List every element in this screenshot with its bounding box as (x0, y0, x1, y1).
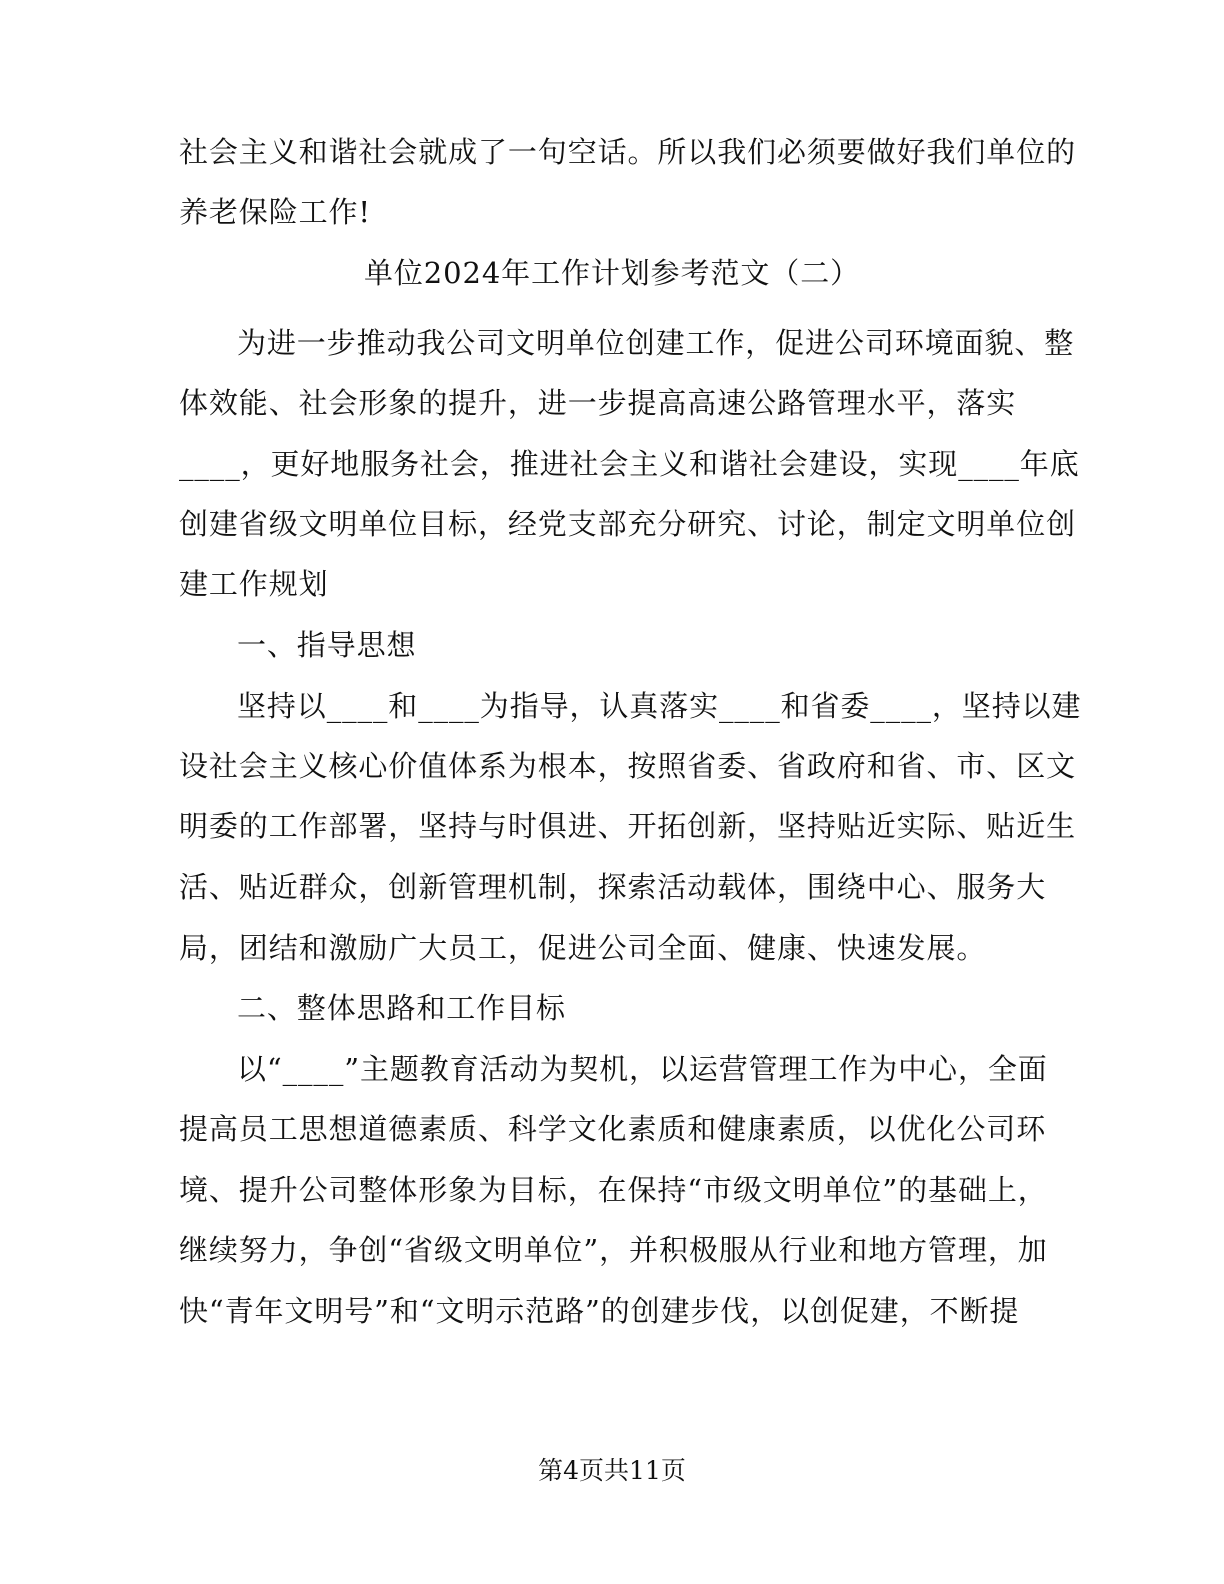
text-line: 坚持以____和____为指导，认真落实____和省委____，坚持以建 (237, 689, 1082, 723)
text-line: 体效能、社会形象的提升，进一步提高高速公路管理水平，落实 (179, 386, 1017, 420)
section-title: 单位2024年工作计划参考范文（二） (363, 256, 860, 290)
text-line: 社会主义和谐社会就成了一句空话。所以我们必须要做好我们单位的 (179, 135, 1077, 169)
heading-overall-goals: 二、整体思路和工作目标 (237, 991, 566, 1025)
heading-guiding-thought: 一、指导思想 (237, 628, 417, 662)
text-line: 提高员工思想道德素质、科学文化素质和健康素质，以优化公司环 (179, 1112, 1047, 1146)
page-number-footer: 第4页共11页 (538, 1456, 686, 1485)
text-line: 创建省级文明单位目标，经党支部充分研究、讨论，制定文明单位创 (179, 507, 1077, 541)
text-line: 明委的工作部署，坚持与时俱进、开拓创新，坚持贴近实际、贴近生 (179, 809, 1077, 843)
text-line: ____，更好地服务社会，推进社会主义和谐社会建设，实现____年底 (179, 447, 1080, 481)
text-line: 设社会主义核心价值体系为根本，按照省委、省政府和省、市、区文 (179, 749, 1077, 783)
text-line: 以“____”主题教育活动为契机，以运营管理工作为中心，全面 (237, 1052, 1048, 1086)
text-line: 活、贴近群众，创新管理机制，探索活动载体，围绕中心、服务大 (179, 870, 1047, 904)
text-line: 局，团结和激励广大员工，促进公司全面、健康、快速发展。 (179, 931, 987, 965)
text-line: 境、提升公司整体形象为目标，在保持“市级文明单位”的基础上， (179, 1173, 1048, 1207)
text-line: 养老保险工作! (179, 195, 371, 229)
text-line: 建工作规划 (179, 567, 329, 601)
text-line: 为进一步推动我公司文明单位创建工作，促进公司环境面貌、整 (237, 326, 1075, 360)
text-line: 继续努力，争创“省级文明单位”，并积极服从行业和地方管理，加 (179, 1233, 1048, 1267)
text-line: 快“青年文明号”和“文明示范路”的创建步伐，以创促建，不断提 (179, 1294, 1020, 1328)
